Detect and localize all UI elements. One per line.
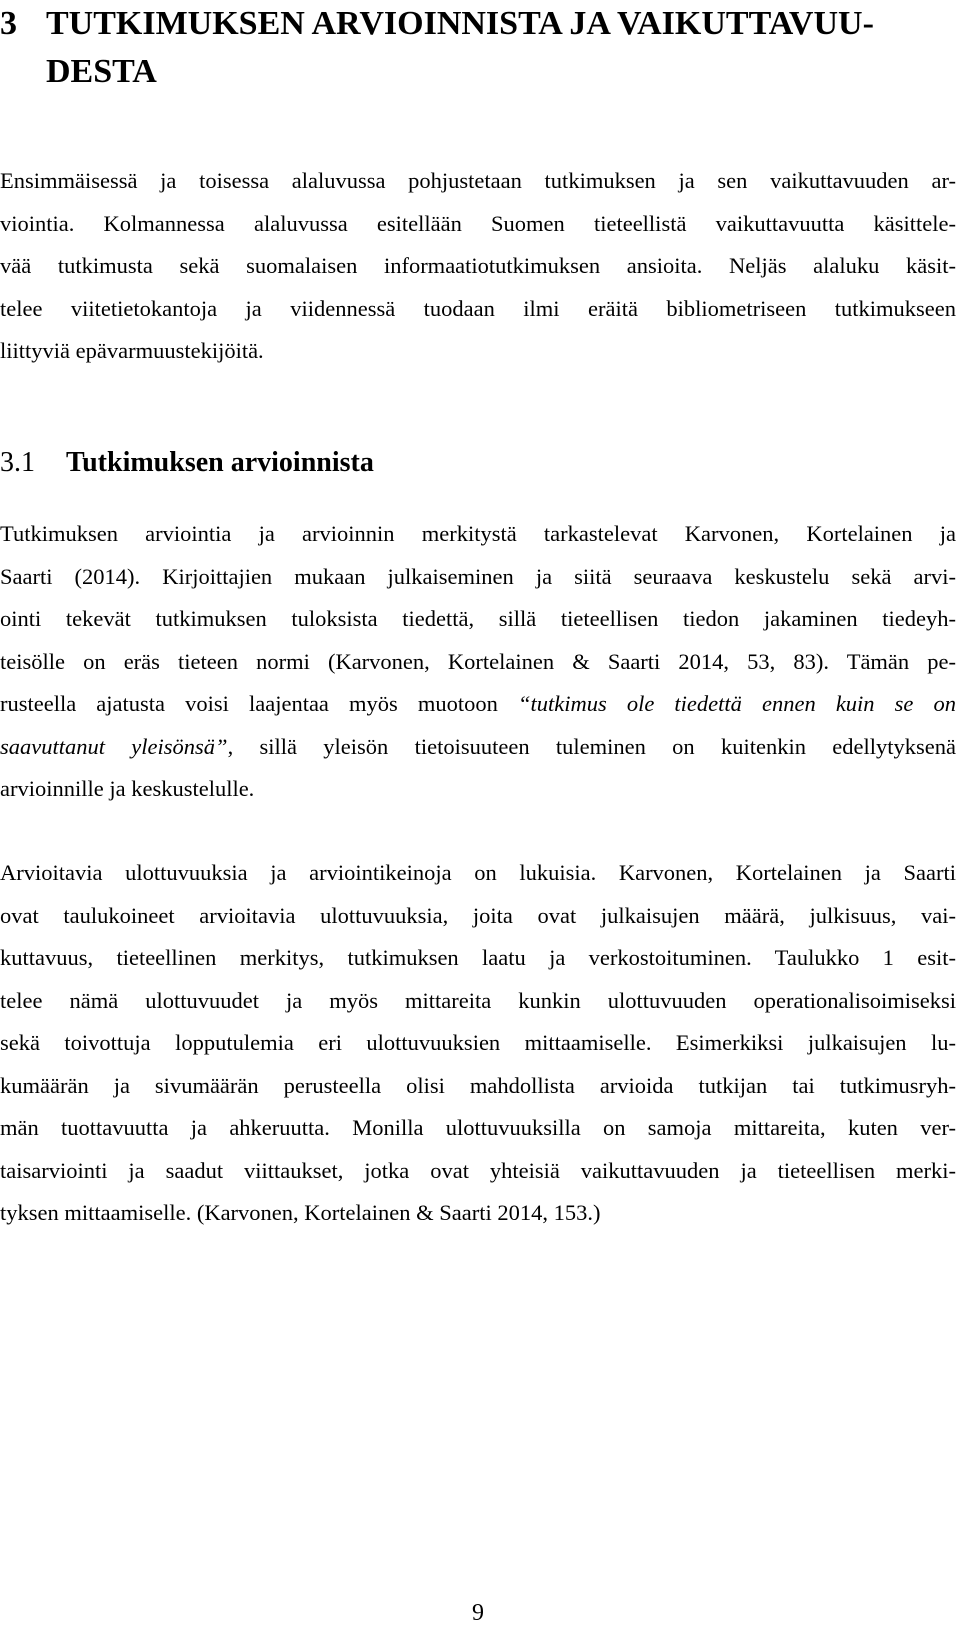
paragraph-line: arvioinnille ja keskustelulle. [0, 776, 255, 801]
intro-line: viointia. Kolmannessa alaluvussa esitellään Suomen tieteellistä vaikuttavuutta käsittele- [0, 210, 956, 236]
paragraph-line: Tutkimuksen arviointia ja arvioinnin merkitystä tarkastelevat Karvonen, Kortelainen ja [0, 521, 956, 546]
paragraph-text: rusteella ajatusta voisi laajentaa myös muotoon [0, 691, 518, 716]
paragraph-line: män tuottavuutta ja ahkeruutta. Monilla ulottuvuuksilla on samoja mittareita, kuten ver- [0, 1115, 956, 1140]
section-heading [0, 443, 374, 483]
intro-line: telee viitetietokantoja ja viidennessä tuodaan ilmi eräitä bibliometriseen tutkimukseen [0, 295, 956, 321]
paragraph-line: teisölle on eräs tieteen normi (Karvonen, Kortelainen & Saarti 2014, 53, 83). Tämän pe- [0, 648, 956, 674]
chapter-title-line-1: TUTKIMUKSEN ARVIOINNISTA JA VAIKUTTAVUU- [46, 5, 874, 42]
paragraph-line: Arvioitavia ulottuvuuksia ja arviointikeinoja on lukuisia. Karvonen, Kortelainen ja Saarti [0, 860, 956, 885]
paragraph-line: kuttavuus, tieteellinen merkitys, tutkimuksen laatu ja verkostoituminen. Taulukko 1 esit- [0, 945, 956, 970]
paragraph-line [0, 726, 956, 769]
paragraph-line: kumäärän ja sivumäärän perusteella olisi mahdollista arvioida tutkijan tai tutkimusryh- [0, 1072, 956, 1098]
paragraph-evaluation [0, 513, 956, 811]
section-title: Tutkimuksen arvioinnista [66, 447, 374, 478]
italic-quote: saavuttanut yleisönsä” [0, 733, 228, 759]
paragraph-line: telee nämä ulottuvuudet ja myös mittareita kunkin ulottuvuuden operationalisoimiseksi [0, 987, 956, 1013]
chapter-title-line-2: DESTA [46, 53, 157, 90]
intro-paragraph [0, 160, 956, 373]
paragraph-line: Saarti (2014). Kirjoittajien mukaan julkaiseminen ja siitä seuraava keskustelu sekä arvi- [0, 563, 956, 589]
intro-line: vää tutkimusta sekä suomalaisen informaatiotutkimuksen ansioita. Neljäs alaluku käsit- [0, 253, 956, 278]
paragraph-dimensions [0, 852, 956, 1235]
paragraph-line: tyksen mittaamiselle. (Karvonen, Kortelainen & Saarti 2014, 153.) [0, 1200, 601, 1225]
paragraph-line [0, 683, 956, 726]
paragraph-text: , sillä yleisön tietoisuuteen tuleminen on kuitenkin edellytyksenä [227, 733, 956, 759]
paragraph-line: ovat taulukoineet arvioitavia ulottuvuuksia, joita ovat julkaisujen määrä, julkisuus, vai- [0, 902, 956, 928]
chapter-number: 3 [0, 5, 17, 42]
intro-line: liittyviä epävarmuustekijöitä. [0, 338, 264, 363]
page-number: 9 [472, 1600, 484, 1626]
section-number: 3.1 [0, 447, 35, 478]
chapter-heading [0, 0, 935, 96]
paragraph-line: sekä toivottuja lopputulemia eri ulottuvuuksien mittaamiselle. Esimerkiksi julkaisujen lu- [0, 1030, 956, 1055]
italic-quote: “tutkimus ole tiedettä ennen kuin se on [517, 691, 956, 716]
paragraph-line: taisarviointi ja saadut viittaukset, jotka ovat yhteisiä vaikuttavuuden ja tieteellisen merki- [0, 1157, 956, 1183]
paragraph-line: ointi tekevät tutkimuksen tuloksista tiedettä, sillä tieteellisen tiedon jakaminen tiedeyh- [0, 606, 956, 631]
intro-line: Ensimmäisessä ja toisessa alaluvussa pohjustetaan tutkimuksen ja sen vaikuttavuuden ar- [0, 168, 956, 193]
